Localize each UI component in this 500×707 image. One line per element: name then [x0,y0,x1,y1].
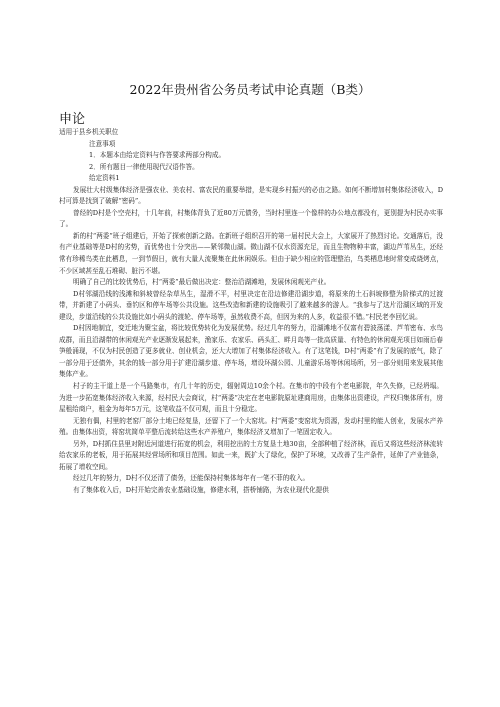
body-paragraph: 明确了自己的比较优势后，村“两委”最后做出决定：整治沿湖滩地，发展休闲观光产业。 [73,278,331,287]
body-paragraph: D村因地制宜，变迁地为聚宝盆，将比较优势转化为发展优势。经过几年的努力，沿湖滩地不仅富有碧波荡漾、芦苇密布、水鸟成群，而且沿湖带的休闲观光产业逐渐发展起来，渔家乐、农家乐、码头汇、畔月岛等一批高质量、有特色的休闲观光项目如雨后春笋般涌现，不仅为村民创造了更多就业、创业机会，还大大增加了村集体经济收入。有了这笔钱，D村“两委”有了发展的底气，除了一部分用于还债外，其余的钱一部分用于扩建沿湖步道、停车场，增设环湖公园、儿童游乐场等休闲场所，另一部分则用来发展其他集体产业。 [59,324,443,379]
material-label: 给定资料1 [89,174,120,183]
body-paragraph: 另外，D村抓住县里对附近河道进行拓宽的机会，利用挖出的土方复垦土地30亩，全部种植了经济林，而后又将这些经济林流转给农家乐的老板，用于拓展其经营场所和项目范围。如此一来，既扩大了绿化，保护了环境，又改善了生产条件，延伸了产业链条，拓展了增收空间。 [59,439,443,471]
body-paragraph: D村邻湖沿线的浅滩和斜坡曾经杂草丛生，湿滑不平，村里决定在沿边修建沿湖步道，将原来的土石斜坡修整为阶梯式的过渡带，并新建了小码头、垂钓区和停车场等公共设施。这些改造和新建的设施吸引了越来越多的游人。“我参与了这片沿湖区域的开发建设，步道沿线的公共设施比如小码头的渡轮、停车场等，虽然收费不高，但因为来的人多，收益很不错。”村民老李回忆说。 [59,289,443,321]
body-paragraph: 经过几年的努力，D村不仅还清了债务，还能保持村集体每年有一笔不菲的收入。 [73,474,310,483]
body-paragraph: 无独有偶，村里的老窑厂部分土地已经复垦，还留下了一个大窑坑。村“两委”变窑坑为资源，发动村里的能人创业，发展水产养殖。由集体出资，将窑坑简单平整后流转给这些水产养殖户，集体经济又增加了一笔固定收入。 [59,416,443,437]
body-paragraph: 村子的主干道上是一个马路集市，有几十年的历史，辐射周边10余个村。在集市的中段有个老电影院，年久失修，已经坍塌。为进一步拓宽集体经济收入来源，经村民大会商议，村“两委”决定在老电影院原址建商用房，由集体出资建设，产权归集体所有，房屋租给商户，租金为每年5万元，这笔收益不仅可观，而且十分稳定。 [59,382,443,414]
notes-label: 注意事项 [89,139,116,148]
body-paragraph: 新的村“两委”班子组建后，开始了探索创新之路。在新班子组织召开的第一届村民大会上，大家展开了热烈讨论。交通落后，没有产业基础等是D村的劣势，而优势也十分突出——紧邻微山湖。微山湖不仅水资源充足，而且生物物种丰富，湖边芦苇丛生，还经常有珍稀鸟类在此栖息，一到节假日，就有大量人流聚集在此休闲娱乐。但由于缺少相应的管理整治，鸟类栖息地时常变成烧烤点，不少区域甚至乱石堆砌、脏污不堪。 [59,231,443,275]
note-item-2: 2．所有题目一律使用现代汉语作答。 [89,162,199,171]
body-paragraph: 发展壮大村级集体经济是强农业、美农村、富农民的重要举措，是实现乡村振兴的必由之路。如何不断增加村集体经济收入，D村可算是找到了破解“密码”。 [59,185,443,206]
document-body [59,127,443,497]
body-paragraph: 曾经的D村是个空壳村，十几年前，村集体背负了近80万元债务，当时村里连一个像样的办公地点都没有，更别提为村民办实事了。 [59,208,443,229]
note-item-1: 1．本题本由给定资料与作答要求两部分构成。 [89,151,226,160]
applicability-line: 适用于县乡机关职位 [59,128,119,136]
section-heading: 申论 [59,112,86,127]
document-title: 2022年贵州省公务员考试申论真题（B类） [129,82,371,97]
body-paragraph: 有了集体收入后，D村开始完善农业基础设施，修建水利，搭桥铺路，为农业现代化提供 [73,485,329,494]
